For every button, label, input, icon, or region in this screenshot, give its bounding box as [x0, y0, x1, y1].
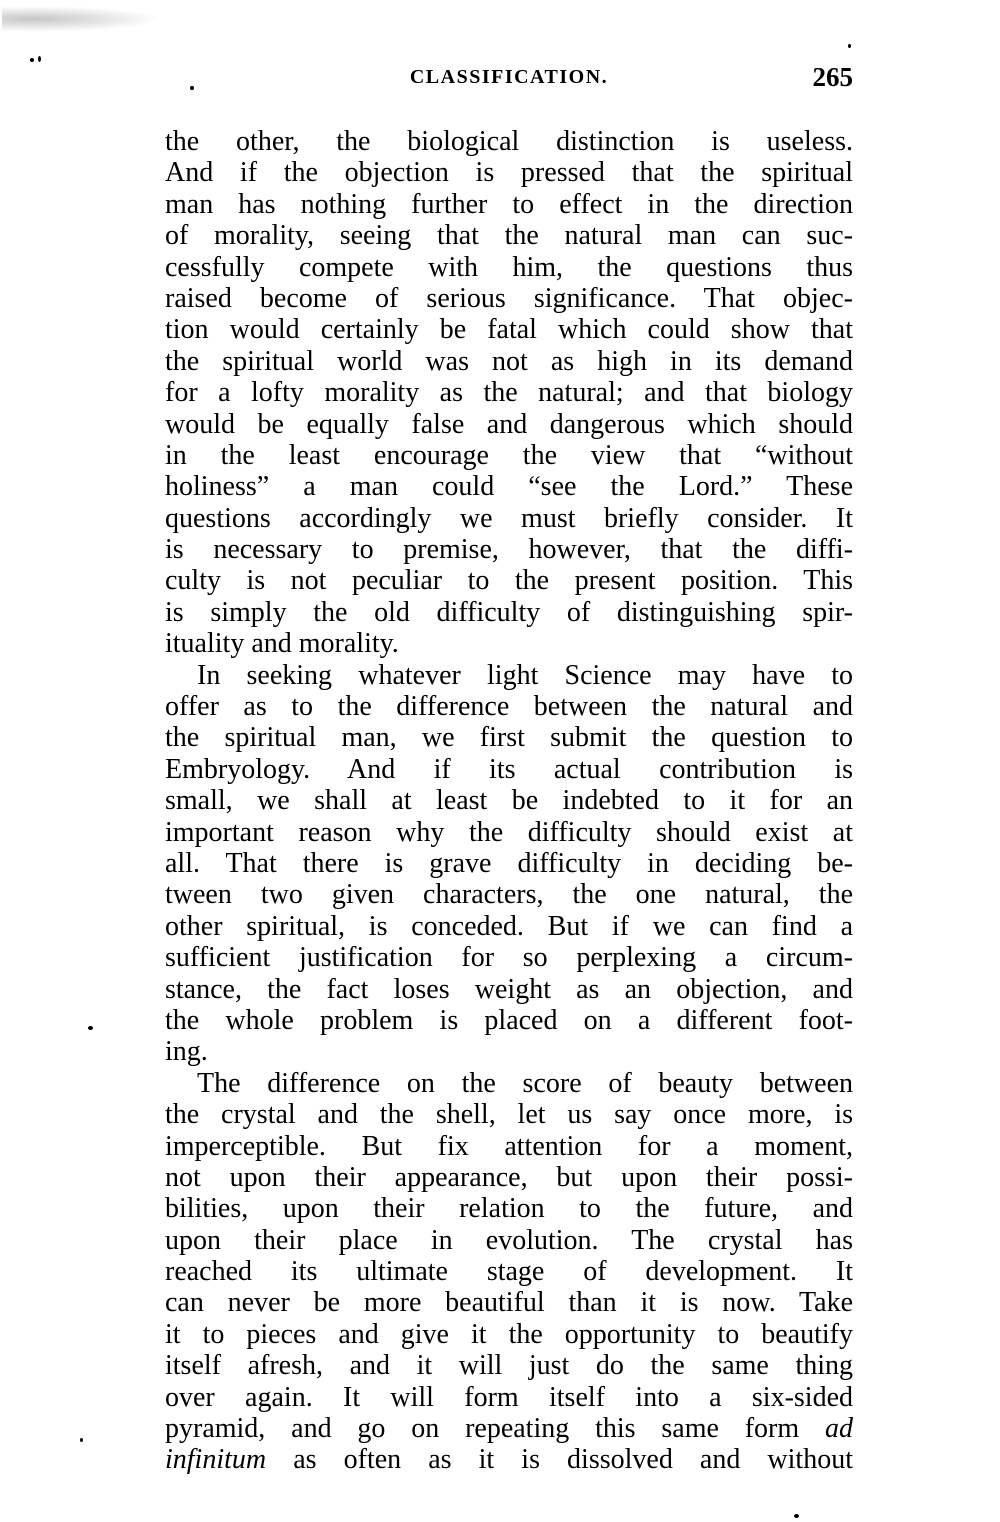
- text-line: sufficient justification for so perplexing a circum-: [165, 942, 853, 974]
- body-text: [165, 126, 853, 1476]
- text-line: can never be more beautiful than it is now. Take: [165, 1287, 853, 1319]
- text-line: cessfully compete with him, the questions thus: [165, 251, 853, 283]
- text-line: stance, the fact loses weight as an objection, and: [165, 973, 853, 1005]
- paragraph-end-line: ituality and morality.: [165, 628, 399, 660]
- text-line: over again. It will form itself into a six-sided: [165, 1381, 853, 1413]
- text-line: the crystal and the shell, let us say once more, is: [165, 1099, 853, 1131]
- text-line: reached its ultimate stage of development. It: [165, 1256, 853, 1288]
- paragraph-end-line: ing.: [165, 1036, 208, 1068]
- page-number: 265: [812, 62, 853, 92]
- text-line: [165, 1444, 853, 1475]
- text-line: Embryology. And if its actual contribution is: [165, 753, 853, 785]
- text-line: itself afresh, and it will just do the same thing: [165, 1350, 853, 1382]
- scan-speck: [794, 1514, 799, 1518]
- line-text: as often as it is dissolved and without: [266, 1444, 853, 1476]
- text-line: of morality, seeing that the natural man can suc-: [165, 220, 853, 252]
- text-line: questions accordingly we must briefly consider. It: [165, 502, 853, 534]
- page-header: [165, 62, 853, 96]
- text-line: holiness” a man could “see the Lord.” These: [165, 471, 853, 503]
- text-line: the spiritual world was not as high in its demand: [165, 345, 853, 377]
- text-line: [165, 1413, 853, 1444]
- text-line: small, we shall at least be indebted to it for an: [165, 785, 853, 817]
- text-line: raised become of serious significance. That objec-: [165, 282, 853, 314]
- scan-smudge: [2, 6, 162, 32]
- text-line: is simply the old difficulty of distinguishing spir-: [165, 596, 853, 628]
- scan-speck: [30, 58, 34, 62]
- text-line: man has nothing further to effect in the direction: [165, 188, 853, 220]
- text-line: other spiritual, is conceded. But if we can find a: [165, 910, 853, 942]
- scan-speck: [38, 56, 41, 62]
- text-line: for a lofty morality as the natural; and that biology: [165, 377, 853, 409]
- text-line: upon their place in evolution. The crystal has: [165, 1224, 853, 1256]
- line-text: pyramid, and go on repeating this same form: [165, 1413, 800, 1445]
- italic-text: infinitum: [165, 1444, 267, 1476]
- scan-speck: [88, 1026, 93, 1030]
- italic-text: ad: [825, 1413, 853, 1445]
- text-line: not upon their appearance, but upon their possi-: [165, 1161, 853, 1193]
- text-line: all. That there is grave difficulty in deciding be-: [165, 847, 853, 879]
- text-line: imperceptible. But fix attention for a moment,: [165, 1130, 853, 1162]
- text-line: And if the objection is pressed that the spiritual: [165, 157, 853, 189]
- text-line: would be equally false and dangerous which should: [165, 408, 853, 440]
- paragraph-start-line: In seeking whatever light Science may have to: [197, 659, 853, 691]
- text-line: in the least encourage the view that “without: [165, 439, 853, 471]
- scan-speck: [80, 1438, 83, 1442]
- text-line: bilities, upon their relation to the future, and: [165, 1193, 853, 1225]
- text-line: it to pieces and give it the opportunity to beautify: [165, 1318, 853, 1350]
- paragraph-start-line: The difference on the score of beauty between: [197, 1067, 853, 1099]
- running-head: CLASSIFICATION.: [409, 66, 609, 88]
- text-line: important reason why the difficulty should exist at: [165, 816, 853, 848]
- scan-speck: [848, 44, 851, 48]
- text-line: the other, the biological distinction is useless.: [165, 126, 853, 157]
- text-line: culty is not peculiar to the present position. This: [165, 565, 853, 597]
- text-line: offer as to the difference between the natural and: [165, 691, 853, 723]
- text-line: tion would certainly be fatal which could show that: [165, 314, 853, 346]
- text-line: tween two given characters, the one natural, the: [165, 879, 853, 911]
- text-line: the spiritual man, we first submit the question to: [165, 722, 853, 754]
- text-line: is necessary to premise, however, that the diffi-: [165, 534, 853, 566]
- text-line: the whole problem is placed on a different foot-: [165, 1004, 853, 1036]
